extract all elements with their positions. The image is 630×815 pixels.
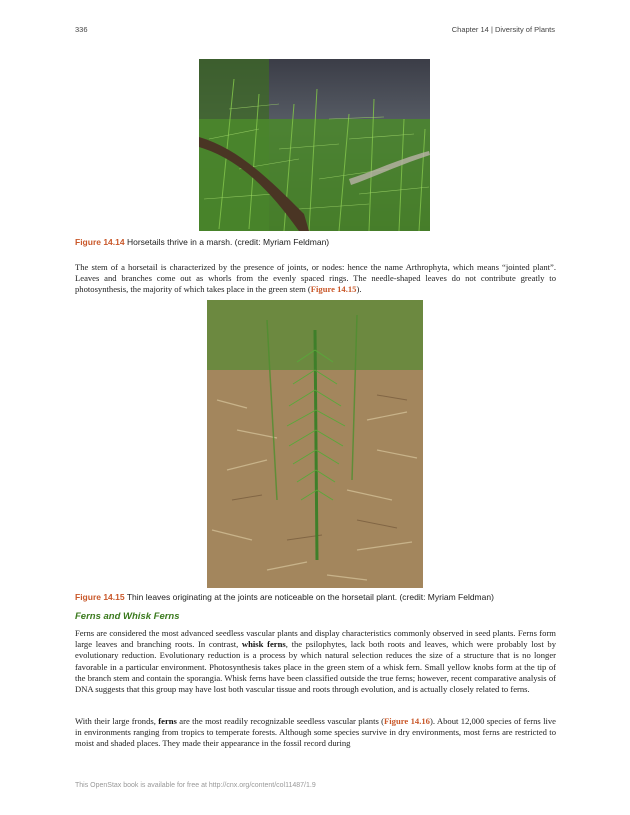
horsetail-marsh-photo [199,59,430,231]
page-number: 336 [75,25,88,34]
figure-14-14-image [199,59,430,231]
figure-label: Figure 14.15 [75,592,125,602]
horsetail-stem-photo [207,300,423,588]
page-footer: This OpenStax book is available for free at http://cnx.org/content/col11487/1.9 [75,782,316,789]
chapter-title: Chapter 14 | Diversity of Plants [451,25,555,34]
figure-14-15-caption [75,592,560,603]
paragraph-text: With their large fronds, [75,716,159,726]
figure-reference-link[interactable]: Figure 14.15 [310,284,357,295]
paragraph-ferns-whisk [75,628,556,695]
key-term: ferns [158,716,177,726]
paragraph-text: ). [356,284,362,295]
key-term: whisk ferns [241,639,286,650]
paragraph-text: are the most readily recognizable seedless vascular plants ( [176,716,385,726]
paragraph-ferns [75,716,556,750]
paragraph-text: The stem of a horsetail is characterized by the presence of joints, or nodes: hence the name Arthrophyta, which means “jointed plant”. Leaves and branches come out as whorls from the evenly spaced rings. The needle-shaped leaves do not contribute greatly to photosynthesis, the majority of which takes place in the green stem ( [75,262,556,295]
section-title: Ferns and Whisk Ferns [75,611,180,622]
paragraph-text: Ferns are considered the most advanced seedless vascular plants and display characteristics commonly observed in seed plants. Ferns form large leaves and branching roots. In contrast, [75,628,556,650]
figure-label: Figure 14.14 [75,237,125,247]
paragraph-text: , the psilophytes, lack both roots and leaves, which were probably lost by evolutionary reduction. Evolutionary reduction is a process by which natural selection reduces the size of a structure that is no longer favorable in a particular environment. Photosynthesis takes place in the green stem of a whisk fern. Small yellow knobs form at the tip of the branch stem and contain the sporangia. Whisk ferns have been classified outside the true ferns; however, recent comparative analysis of DNA suggests that this group may have lost both vascular tissue and roots through evolution, and is actually closely related to ferns. [75,639,556,695]
figure-reference-link[interactable]: Figure 14.16 [384,716,430,726]
figure-14-15-image [207,300,423,588]
figure-14-14-caption [75,237,560,248]
paragraph-horsetail-stem [75,262,556,296]
paragraph-text: ). About 12,000 species of ferns live in environments ranging from tropics to temperate forests. Although some species survive in dry environments, most ferns are restricted to moist and shaded places. They made their appearance in the fossil record during [75,716,556,749]
caption-text: Horsetails thrive in a marsh. (credit: Myriam Feldman) [124,237,330,247]
caption-text: Thin leaves originating at the joints are noticeable on the horsetail plant. (credit: Myriam Feldman) [124,592,494,602]
